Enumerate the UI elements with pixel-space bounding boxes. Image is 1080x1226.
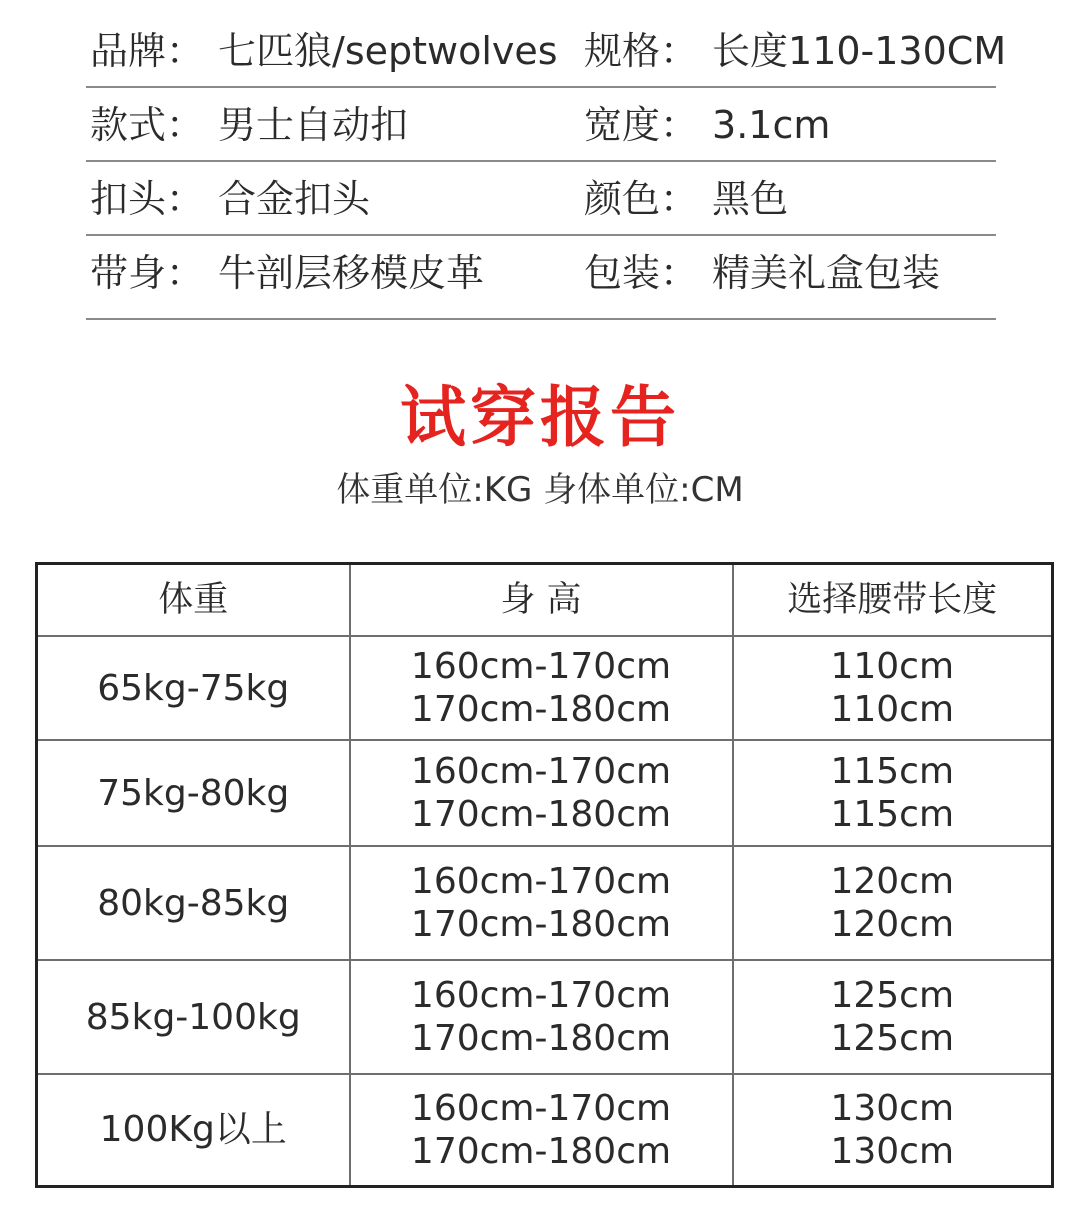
spec-buckle xyxy=(90,176,370,222)
height-cell xyxy=(350,636,733,740)
spec-value: 男士自动扣 xyxy=(218,103,409,147)
belt-length: 110cm xyxy=(830,646,955,687)
belt-length: 125cm xyxy=(830,975,955,1016)
spec-label: 宽度： xyxy=(584,103,699,147)
spec-row-brand xyxy=(86,14,1007,88)
height-cell xyxy=(350,846,733,960)
size-table xyxy=(35,562,1054,1188)
spec-label: 品牌： xyxy=(90,29,205,73)
height-range: 170cm-180cm xyxy=(410,1018,672,1059)
spec-style xyxy=(90,102,408,148)
spec-row-style xyxy=(86,88,996,162)
spec-label: 款式： xyxy=(90,103,205,147)
spec-brand xyxy=(90,28,558,74)
spec-color xyxy=(584,176,788,222)
weight-cell: 75kg-80kg xyxy=(37,740,350,846)
spec-value: 3.1cm xyxy=(712,103,831,147)
spec-row-buckle xyxy=(86,162,996,236)
header-belt-length: 选择腰带长度 xyxy=(733,564,1053,637)
height-range: 160cm-170cm xyxy=(410,646,672,687)
table-row xyxy=(37,846,1053,960)
spec-label: 包装： xyxy=(584,251,699,295)
spec-value: 七匹狼/septwolves xyxy=(218,29,558,73)
table-row xyxy=(37,960,1053,1074)
spec-value: 合金扣头 xyxy=(218,177,371,221)
height-range: 170cm-180cm xyxy=(410,689,672,730)
height-range: 170cm-180cm xyxy=(410,1130,672,1172)
weight-cell: 80kg-85kg xyxy=(37,846,350,960)
spec-label: 颜色： xyxy=(584,177,699,221)
height-range: 170cm-180cm xyxy=(410,904,672,945)
belt-length: 120cm xyxy=(830,861,955,902)
length-cell xyxy=(733,1074,1053,1186)
weight-cell: 85kg-100kg xyxy=(37,960,350,1074)
belt-length: 130cm xyxy=(830,1087,955,1129)
spec-value: 牛剖层移模皮革 xyxy=(218,251,485,295)
weight-cell: 100Kg以上 xyxy=(37,1074,350,1186)
length-cell xyxy=(733,960,1053,1074)
spec-label: 规格： xyxy=(584,29,699,73)
belt-length: 115cm xyxy=(830,751,955,792)
height-cell xyxy=(350,960,733,1074)
spec-row-strap xyxy=(86,236,996,320)
table-header-row xyxy=(37,564,1053,637)
length-cell xyxy=(733,740,1053,846)
height-range: 170cm-180cm xyxy=(410,794,672,835)
product-specs xyxy=(86,14,1007,320)
table-row xyxy=(37,740,1053,846)
header-height: 身 高 xyxy=(350,564,733,637)
belt-length: 130cm xyxy=(830,1130,955,1172)
belt-length: 115cm xyxy=(830,794,955,835)
spec-strap xyxy=(90,250,484,296)
report-title: 试穿报告 xyxy=(400,379,680,456)
belt-length: 125cm xyxy=(830,1018,955,1059)
units-note: 体重单位:KG 身体单位:CM xyxy=(336,470,744,510)
weight-cell: 65kg-75kg xyxy=(37,636,350,740)
spec-packaging xyxy=(584,250,940,296)
spec-label: 扣头： xyxy=(90,177,205,221)
height-cell xyxy=(350,1074,733,1186)
length-cell xyxy=(733,846,1053,960)
height-range: 160cm-170cm xyxy=(410,1087,672,1129)
height-range: 160cm-170cm xyxy=(410,861,672,902)
table-row xyxy=(37,636,1053,740)
table-row xyxy=(37,1074,1053,1186)
spec-value: 黑色 xyxy=(712,177,789,221)
belt-length: 110cm xyxy=(830,689,955,730)
height-range: 160cm-170cm xyxy=(410,751,672,792)
spec-width xyxy=(584,102,830,148)
belt-length: 120cm xyxy=(830,904,955,945)
height-cell xyxy=(350,740,733,846)
spec-label: 带身： xyxy=(90,251,205,295)
height-range: 160cm-170cm xyxy=(410,975,672,1016)
spec-size xyxy=(584,28,1006,74)
length-cell xyxy=(733,636,1053,740)
spec-value: 精美礼盒包装 xyxy=(712,251,941,295)
header-weight: 体重 xyxy=(37,564,350,637)
spec-value: 长度110-130CM xyxy=(712,29,1007,73)
